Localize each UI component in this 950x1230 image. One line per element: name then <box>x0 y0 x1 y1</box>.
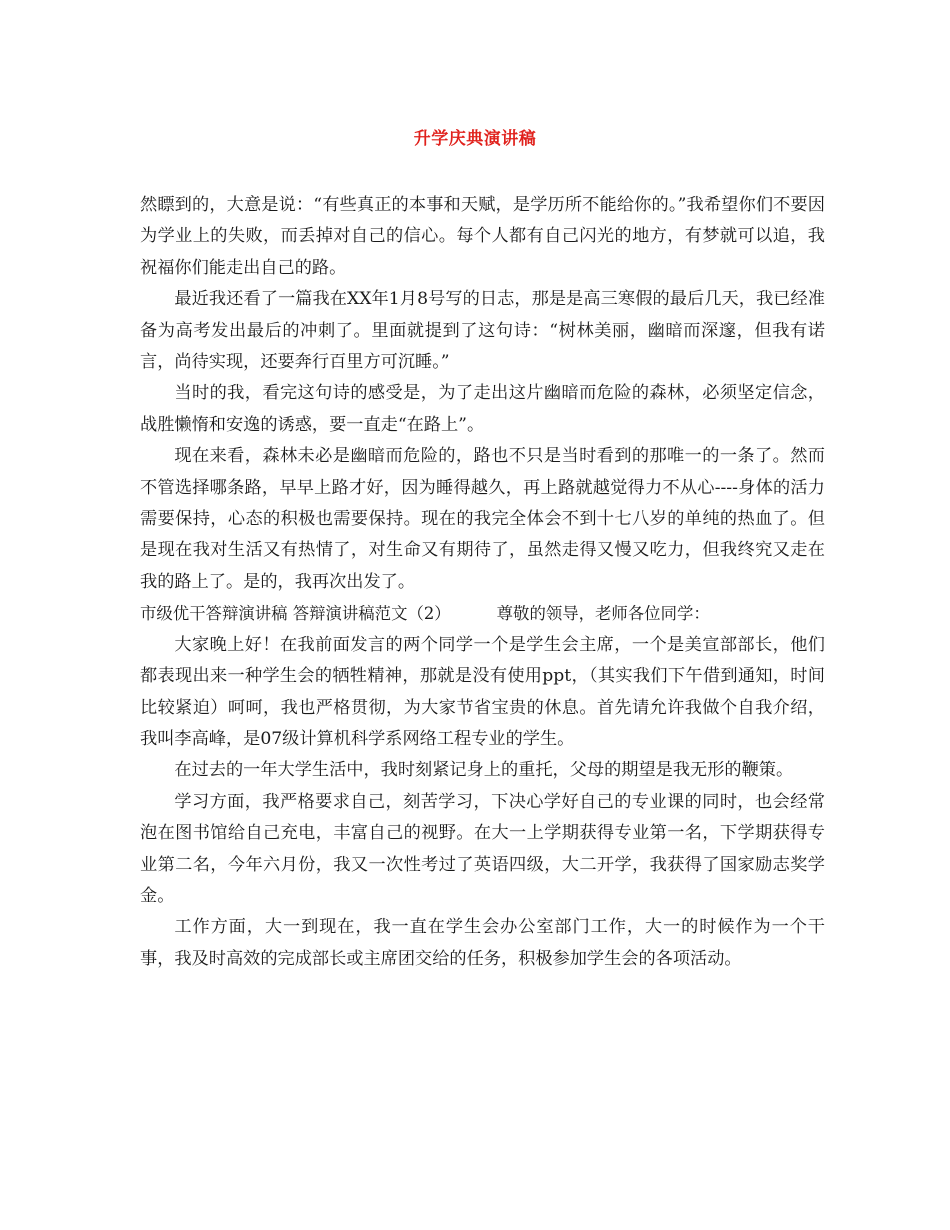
paragraph-4: 现在来看，森林未必是幽暗而危险的，路也不只是当时看到的那唯一的一条了。然而不管选择哪条路，早早上路才好，因为睡得越久，再上路就越觉得力不从心----身体的活力需要保持，心态的积极也需要保持。现在的我完全体会不到十七八岁的单纯的热血了。但是现在我对生活又有热情了，对生命又有期待了，虽然走得又慢又吃力，但我终究又走在我的路上了。是的，我再次出发了。 <box>140 446 825 592</box>
paragraph-6: 在过去的一年大学生活中，我时刻紧记身上的重托，父母的期望是我无形的鞭策。 <box>174 760 794 781</box>
salutation: 尊敬的领导，老师各位同学： <box>496 604 710 624</box>
paragraph-3: 当时的我，看完这句诗的感受是，为了走出这片幽暗而危险的森林，必须坚定信念，战胜懒惰和安逸的诱惑，要一直走“在路上”。 <box>140 383 825 435</box>
document-title: 升学庆典演讲稿 <box>413 129 537 149</box>
section-heading-line <box>140 598 825 629</box>
paragraph-8: 工作方面，大一到现在，我一直在学生会办公室部门工作，大一的时候作为一个干事，我及时高效的完成部长或主席团交给的任务，积极参加学生会的各项活动。 <box>140 917 825 969</box>
document-body <box>140 190 825 975</box>
section-heading: 市级优干答辩演讲稿 答辩演讲稿范文（2） <box>140 604 451 624</box>
paragraph-7: 学习方面，我严格要求自己，刻苦学习，下决心学好自己的专业课的同时，也会经常泡在图书馆给自己充电，丰富自己的视野。在大一上学期获得专业第一名，下学期获得专业第二名，今年六月份，我又一次性考过了英语四级，大二开学，我获得了国家励志奖学金。 <box>140 791 825 906</box>
paragraph-2: 最近我还看了一篇我在XX年1月8号写的日志，那是是高三寒假的最后几天，我已经准备为高考发出最后的冲刺了。里面就提到了这句诗：“树林美丽，幽暗而深邃，但我有诺言，尚待实现，还要奔行百里方可沉睡。” <box>140 289 825 373</box>
paragraph-1: 然瞟到的，大意是说：“有些真正的本事和天赋，是学历所不能给你的。”我希望你们不要因为学业上的失败，而丢掉对自己的信心。每个人都有自己闪光的地方，有梦就可以追，我祝福你们能走出自己的路。 <box>140 195 825 278</box>
paragraph-5: 大家晚上好！在我前面发言的两个同学一个是学生会主席，一个是美宣部部长，他们都表现出来一种学生会的牺牲精神，那就是没有使用ppt，（其实我们下午借到通知，时间比较紧迫）呵呵，我也严格贯彻，为大家节省宝贵的休息。首先请允许我做个自我介绍，我叫李高峰，是07级计算机科学系网络工程专业的学生。 <box>140 634 825 749</box>
